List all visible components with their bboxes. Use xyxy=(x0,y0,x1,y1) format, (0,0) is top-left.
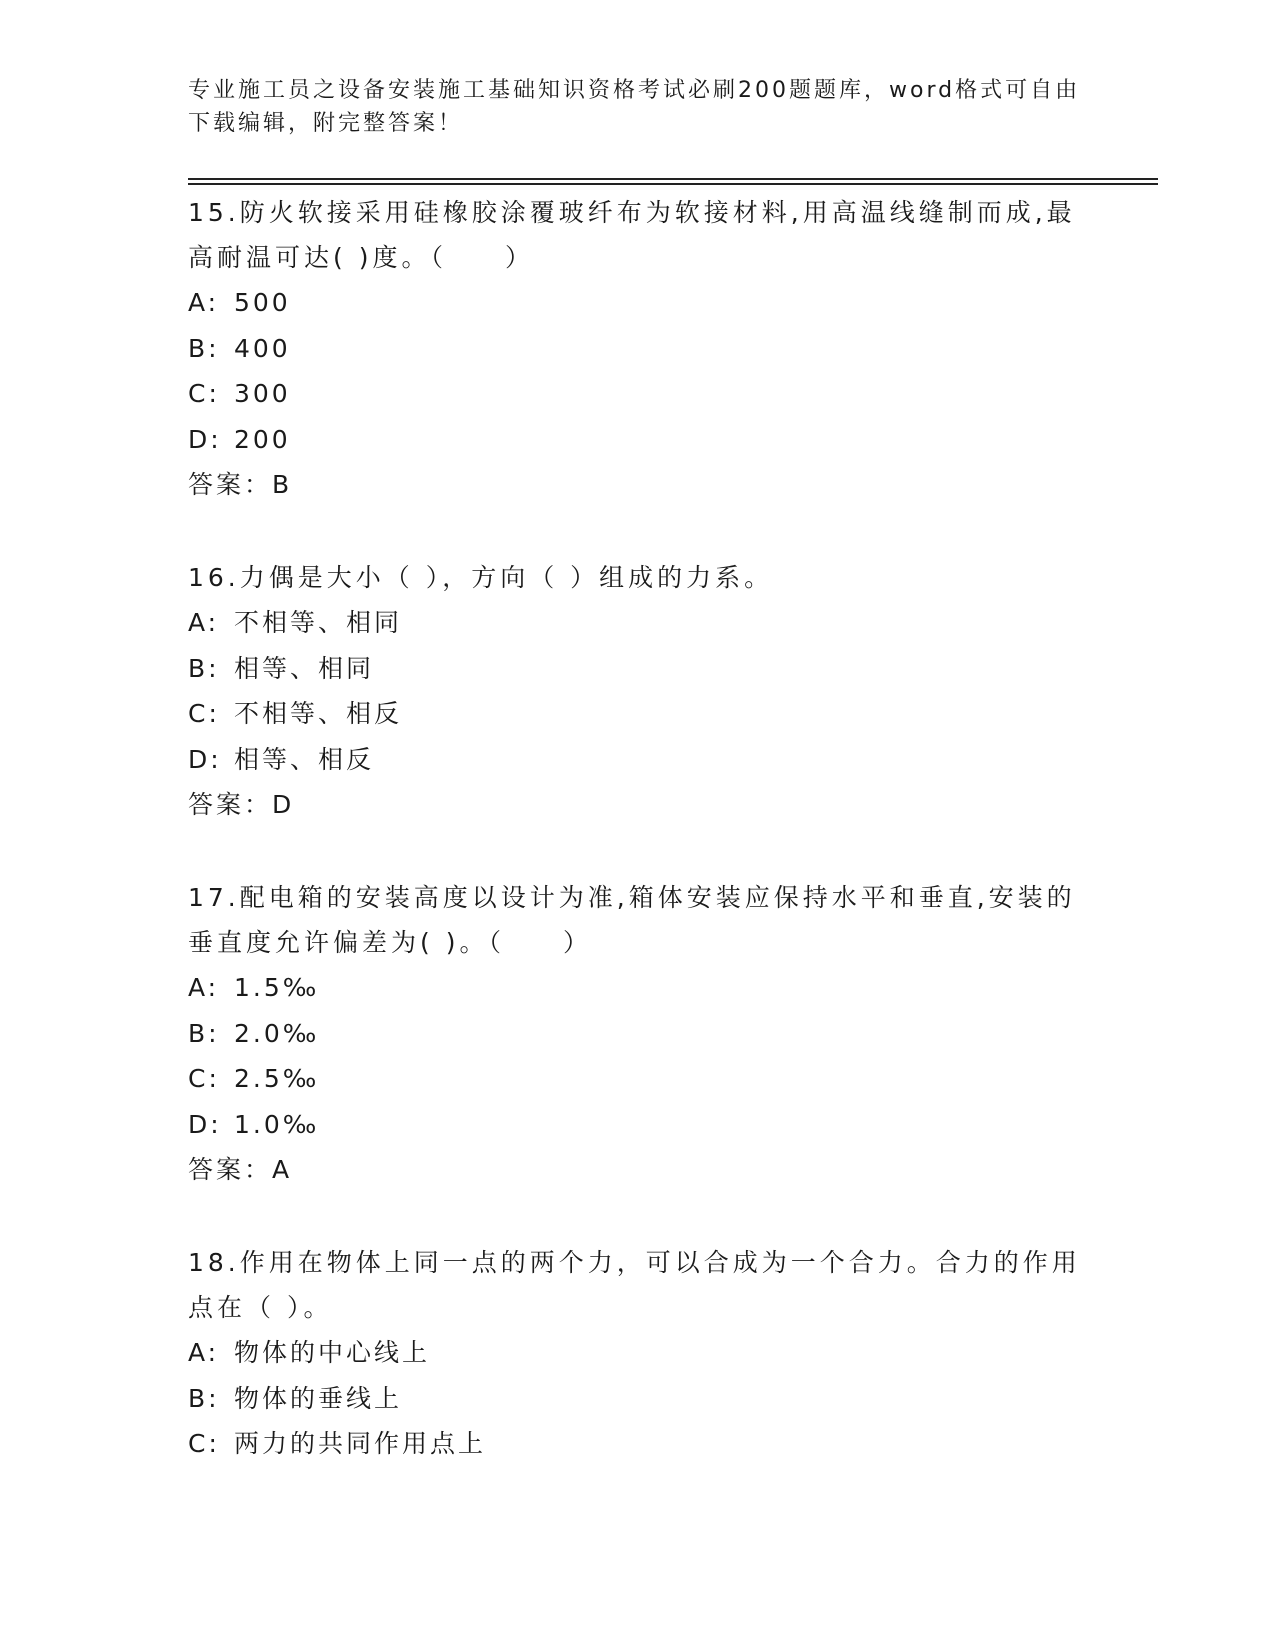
question-stem: 18.作用在物体上同一点的两个力，可以合成为一个合力。合力的作用点在（ ）。 xyxy=(188,1248,1081,1322)
option-d xyxy=(188,1102,1088,1148)
option-label: D: xyxy=(188,1109,222,1139)
answer: 答案：A xyxy=(188,1155,293,1184)
option-label: D: xyxy=(188,424,222,454)
question-stem: 17.配电箱的安装高度以设计为准,箱体安装应保持水平和垂直,安装的垂直度允许偏差为( )。（ ） xyxy=(188,883,1076,957)
option-a xyxy=(188,280,1088,326)
option-label: B: xyxy=(188,333,220,363)
option-text: 相等、相同 xyxy=(234,653,375,683)
option-b xyxy=(188,1376,1088,1422)
answer: 答案：B xyxy=(188,470,293,499)
option-text: 不相等、相同 xyxy=(234,608,403,637)
option-text: 300 xyxy=(234,379,291,408)
question-17 xyxy=(188,875,1088,1192)
header-divider-bottom xyxy=(188,183,1158,185)
option-c xyxy=(188,1056,1088,1102)
option-text: 相等、相反 xyxy=(234,744,375,774)
option-label: A: xyxy=(188,973,220,1002)
option-text: 1.0‰ xyxy=(234,1109,320,1139)
option-label: C: xyxy=(188,379,220,408)
question-list xyxy=(188,190,1088,1467)
option-text: 200 xyxy=(234,424,291,454)
answer: 答案：D xyxy=(188,790,295,819)
option-label: B: xyxy=(188,1383,220,1413)
option-c xyxy=(188,691,1088,737)
option-a xyxy=(188,1330,1088,1376)
option-text: 不相等、相反 xyxy=(234,699,403,728)
option-label: C: xyxy=(188,1064,220,1093)
option-label: C: xyxy=(188,699,220,728)
option-label: C: xyxy=(188,1429,220,1458)
question-15 xyxy=(188,190,1088,507)
option-text: 物体的垂线上 xyxy=(234,1383,403,1413)
option-a xyxy=(188,965,1088,1011)
question-18 xyxy=(188,1240,1088,1467)
question-stem: 15.防火软接采用硅橡胶涂覆玻纤布为软接材料,用高温线缝制而成,最高耐温可达( )度。（ ） xyxy=(188,198,1076,272)
option-label: A: xyxy=(188,608,220,637)
option-b xyxy=(188,646,1088,692)
option-label: B: xyxy=(188,1018,220,1048)
option-d xyxy=(188,417,1088,463)
option-c xyxy=(188,1421,1088,1467)
header-divider-top xyxy=(188,178,1158,180)
document-header: 专业施工员之设备安装施工基础知识资格考试必刷200题题库，word格式可自由下载编辑，附完整答案！ xyxy=(188,78,1081,136)
option-text: 400 xyxy=(234,333,291,363)
question-stem: 16.力偶是大小（ ），方向（ ）组成的力系。 xyxy=(188,563,774,592)
option-label: B: xyxy=(188,653,220,683)
option-b xyxy=(188,326,1088,372)
question-16 xyxy=(188,555,1088,827)
option-d xyxy=(188,737,1088,783)
option-label: A: xyxy=(188,1338,220,1367)
option-label: A: xyxy=(188,288,220,317)
option-label: D: xyxy=(188,744,222,774)
option-text: 两力的共同作用点上 xyxy=(234,1429,487,1458)
option-text: 2.5‰ xyxy=(234,1064,320,1093)
option-a xyxy=(188,600,1088,646)
option-text: 物体的中心线上 xyxy=(234,1338,431,1367)
option-text: 2.0‰ xyxy=(234,1018,320,1048)
option-text: 1.5‰ xyxy=(234,973,320,1002)
option-text: 500 xyxy=(234,288,291,317)
option-c xyxy=(188,371,1088,417)
option-b xyxy=(188,1011,1088,1057)
